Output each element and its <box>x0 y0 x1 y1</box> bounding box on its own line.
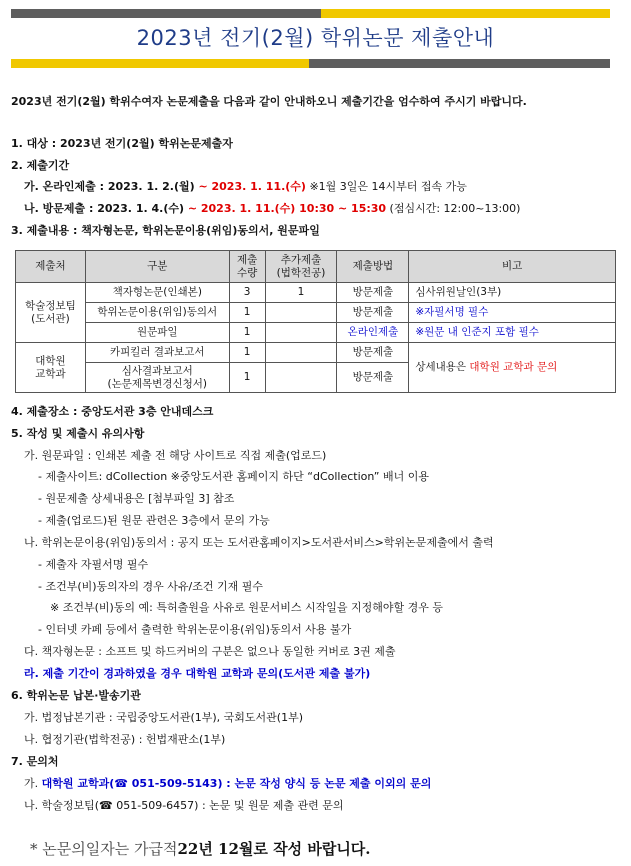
table-header-row <box>16 251 616 283</box>
footer-gray-text: 논문의일자는 가급적 <box>42 840 178 858</box>
header-qty <box>229 251 265 283</box>
org-library-text: 학술정보팀 (도서관) <box>25 299 76 325</box>
header-bar-yellow <box>321 9 610 18</box>
header-category-text: 구분 <box>147 260 168 272</box>
section-5-notes: 5. 작성 및 제출시 유의사항 <box>11 427 145 440</box>
online-period-note: ※1월 3일은 14시부터 접속 가능 <box>305 180 467 193</box>
header-org <box>16 251 86 283</box>
org-graduate-office-text: 대학원 교학과 <box>35 354 66 380</box>
visit-period <box>24 202 520 216</box>
note-na: 나. 학위논문이용(위임)동의서 : 공지 또는 도서관홈페이지>도서관서비스>학위논문제출에서 출력 <box>24 536 494 549</box>
cell-extra <box>265 343 337 363</box>
lunch-time-note: (점심시간: 12:00~13:00) <box>386 202 521 215</box>
cell-qty: 1 <box>229 303 265 323</box>
submission-table <box>15 250 616 393</box>
header-category <box>85 251 229 283</box>
section-6-deposit: 6. 학위논문 납본·발송기관 <box>11 689 141 702</box>
contact-graduate-office: 대학원 교학과(☎ 051-509-5143) : 논문 작성 양식 등 논문 제출 이외의 문의 <box>41 777 432 790</box>
visit-period-start: 나. 방문제출 : 2023. 1. 4.(수) <box>24 202 188 215</box>
cell-extra <box>265 363 337 393</box>
cell-item: 학위논문이용(위임)동의서 <box>85 303 229 323</box>
note-na-2b: ※ 조건부(비)동의 예: 특허출원을 사유로 원문서비스 시작일을 지정해야할 경우 등 <box>50 601 444 614</box>
header-note-text: 비고 <box>502 260 523 272</box>
cell-qty: 1 <box>229 323 265 343</box>
contact-ga-prefix: 가. <box>24 777 42 790</box>
header-method-text: 제출방법 <box>352 260 394 272</box>
cell-note: 심사위원날인(3부) <box>409 283 616 303</box>
table-row <box>16 343 616 363</box>
note-ga-2: - 원문제출 상세내용은 [첨부파일 3] 참조 <box>38 492 235 505</box>
cell-item: 원문파일 <box>85 323 229 343</box>
org-library <box>16 283 86 343</box>
page-title: 2023년 전기(2월) 학위논문 제출안내 <box>136 26 495 50</box>
note-ga: 가. 원문파일 : 인쇄본 제출 전 해당 사이트로 직접 제출(업로드) <box>24 449 327 462</box>
online-period-end: ~ 2023. 1. 11.(수) <box>198 180 306 193</box>
cell-item: 카피킬러 결과보고서 <box>85 343 229 363</box>
header-method <box>337 251 409 283</box>
header-note <box>409 251 616 283</box>
table-row <box>16 283 616 303</box>
cell-method: 방문제출 <box>337 283 409 303</box>
cell-extra <box>265 303 337 323</box>
cell-qty: 1 <box>229 343 265 363</box>
cell-note-merged <box>409 343 616 393</box>
visit-period-end: ~ 2023. 1. 11.(수) 10:30 ~ 15:30 <box>187 202 387 215</box>
cell-qty: 3 <box>229 283 265 303</box>
footer-bold-text: 22년 12월로 작성 바랍니다. <box>177 840 371 858</box>
section-3-contents: 3. 제출내용 : 책자형논문, 학위논문이용(위임)동의서, 원문파일 <box>11 224 320 237</box>
header-bar-yellow-bottom <box>11 59 309 68</box>
header-extra <box>265 251 337 283</box>
note-merged-contact: 대학원 교학과 문의 <box>469 361 558 373</box>
section-7-contact: 7. 문의처 <box>11 755 59 768</box>
footer-star: * <box>30 840 38 858</box>
cell-extra: 1 <box>265 283 337 303</box>
header-bar-gray <box>11 9 321 18</box>
org-graduate-office <box>16 343 86 393</box>
cell-item-text: 심사결과보고서 (논문제목변경신청서) <box>107 364 207 390</box>
note-na-2: - 조건부(비)동의자의 경우 사유/조건 기재 필수 <box>38 580 264 593</box>
cell-note: ※자필서명 필수 <box>409 303 616 323</box>
table-row <box>16 323 616 343</box>
section-1-target: 1. 대상 : 2023년 전기(2월) 학위논문제출자 <box>11 137 233 150</box>
cell-item <box>85 363 229 393</box>
note-ga-3: - 제출(업로드)된 원문 관련은 3층에서 문의 가능 <box>38 514 270 527</box>
cell-method: 방문제출 <box>337 363 409 393</box>
contact-ga <box>24 777 431 791</box>
cell-method: 온라인제출 <box>337 323 409 343</box>
cell-note: ※원문 내 인준지 포함 필수 <box>409 323 616 343</box>
online-period-start: 가. 온라인제출 : 2023. 1. 2.(월) <box>24 180 199 193</box>
note-na-1: - 제출자 자필서명 필수 <box>38 558 149 571</box>
cell-method: 방문제출 <box>337 303 409 323</box>
note-merged-prefix: 상세내용은 <box>415 361 470 373</box>
section-4-place: 4. 제출장소 : 중앙도서관 3층 안내데스크 <box>11 405 214 418</box>
intro-text: 2023년 전기(2월) 학위수여자 논문제출을 다음과 같이 안내하오니 제출기간을 엄수하여 주시기 바랍니다. <box>11 95 527 108</box>
cell-qty: 1 <box>229 363 265 393</box>
header-bar-gray-bottom <box>309 59 610 68</box>
cell-extra <box>265 323 337 343</box>
contact-na: 나. 학술정보팀(☎ 051-509-6457) : 논문 및 원문 제출 관련 문의 <box>24 799 344 812</box>
cell-item: 책자형논문(인쇄본) <box>85 283 229 303</box>
header-extra-text: 추가제출 (법학전공) <box>276 253 326 279</box>
footer-note <box>30 838 371 859</box>
note-ga-1: - 제출사이트: dCollection ※중앙도서관 홈페이지 하단 “dCollection” 배너 이용 <box>38 470 429 483</box>
table-row <box>16 303 616 323</box>
note-na-3: - 인터넷 카페 등에서 출력한 학위논문이용(위임)동의서 사용 불가 <box>38 623 352 636</box>
note-da: 다. 책자형논문 : 소프트 및 하드커버의 구분은 없으나 동일한 커버로 3권 제출 <box>24 645 396 658</box>
header-org-text: 제출처 <box>35 260 66 272</box>
deposit-na: 나. 협정기관(법학전공) : 헌법재판소(1부) <box>24 733 226 746</box>
online-period <box>24 180 467 194</box>
deposit-ga: 가. 법정납본기관 : 국립중앙도서관(1부), 국회도서관(1부) <box>24 711 303 724</box>
cell-method: 방문제출 <box>337 343 409 363</box>
section-2-period: 2. 제출기간 <box>11 159 70 172</box>
header-qty-text: 제출 수량 <box>236 253 258 279</box>
note-ra: 라. 제출 기간이 경과하였을 경우 대학원 교학과 문의(도서관 제출 불가) <box>24 667 371 680</box>
